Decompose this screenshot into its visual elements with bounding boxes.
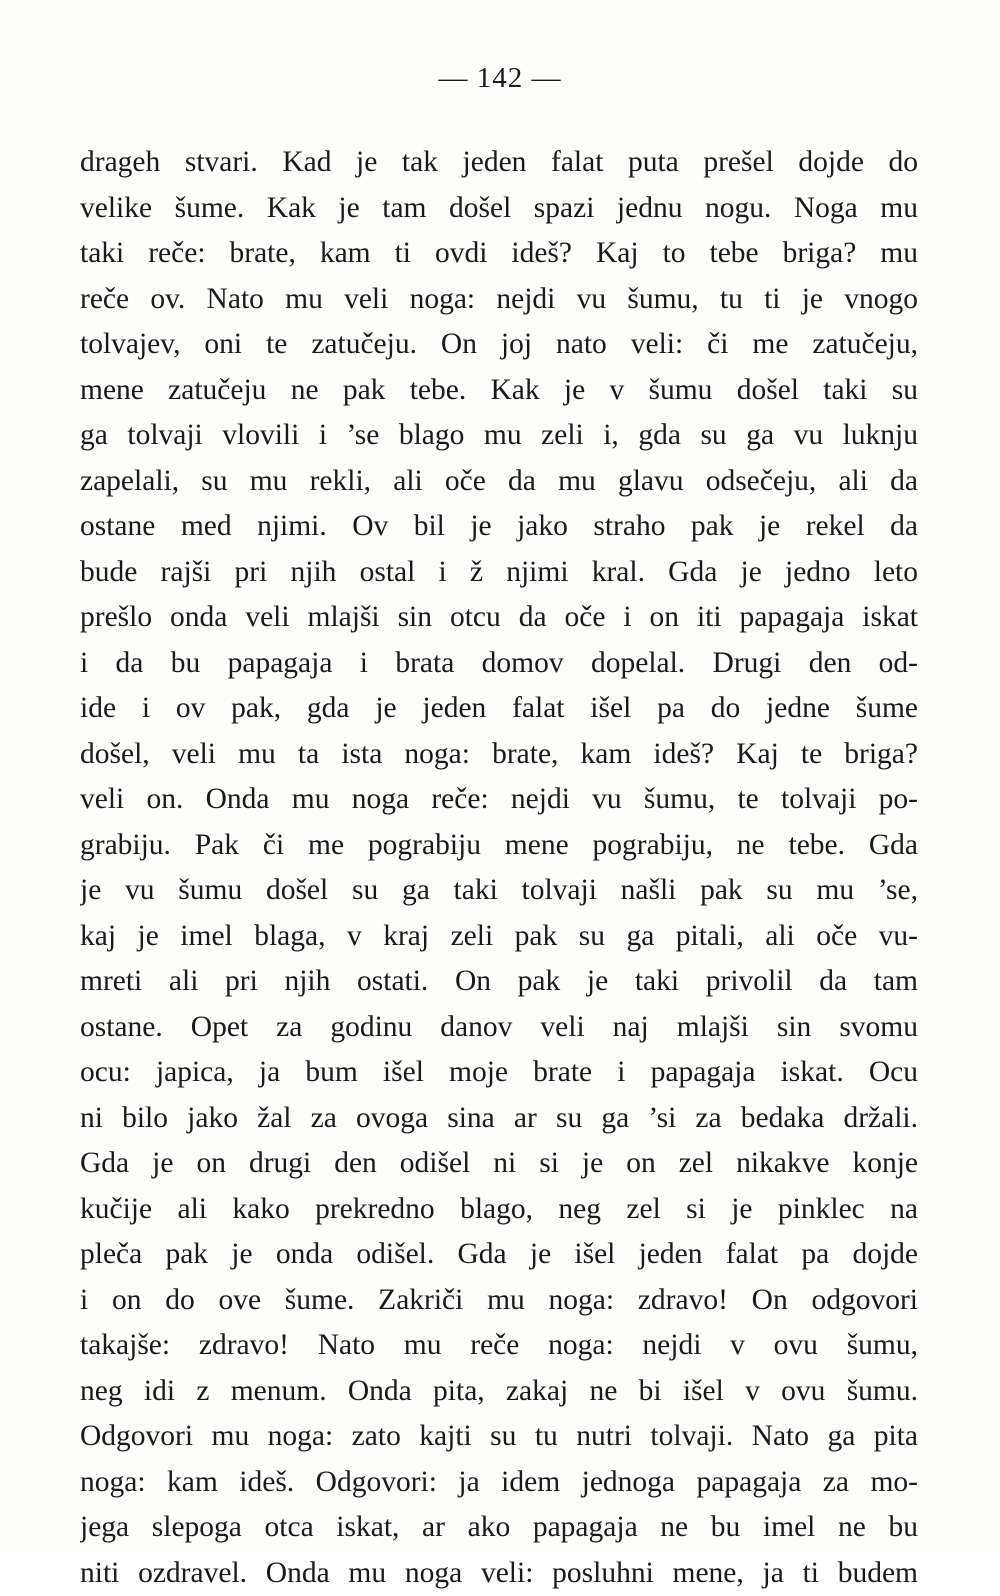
text-line: neg idi z menum. Onda pita, zakaj ne bi išel v ovu šumu.: [80, 1369, 918, 1415]
text-line: ostane. Opet za godinu danov veli naj mlajši sin svomu: [80, 1005, 918, 1051]
text-line: taki reče: brate, kam ti ovdi ideš? Kaj to tebe briga? mu: [80, 231, 918, 277]
text-line: grabiju. Pak či me pograbiju mene pograbiju, ne tebe. Gda: [80, 823, 918, 869]
text-line: kaj je imel blaga, v kraj zeli pak su ga pitali, ali oče vu-: [80, 914, 918, 960]
text-line: tolvajev, oni te zatučeju. On joj nato veli: či me zatučeju,: [80, 322, 918, 368]
page-number: — 142 —: [0, 62, 1000, 95]
text-line: takajše: zdravo! Nato mu reče noga: nejdi v ovu šumu,: [80, 1323, 918, 1369]
text-line: velike šume. Kak je tam došel spazi jednu nogu. Noga mu: [80, 186, 918, 232]
text-line: ostane med njimi. Ov bil je jako straho pak je rekel da: [80, 504, 918, 550]
text-line: ni bilo jako žal za ovoga sina ar su ga ’si za bedaka držali.: [80, 1096, 918, 1142]
text-line: pleča pak je onda odišel. Gda je išel jeden falat pa dojde: [80, 1232, 918, 1278]
text-line: mreti ali pri njih ostati. On pak je taki privolil da tam: [80, 959, 918, 1005]
text-line: je vu šumu došel su ga taki tolvaji našli pak su mu ’se,: [80, 868, 918, 914]
text-line: bude rajši pri njih ostal i ž njimi kral. Gda je jedno leto: [80, 550, 918, 596]
text-line: ide i ov pak, gda je jeden falat išel pa do jedne šume: [80, 686, 918, 732]
text-line: i da bu papagaja i brata domov dopelal. Drugi den od-: [80, 641, 918, 687]
text-line: jega slepoga otca iskat, ar ako papagaja ne bu imel ne bu: [80, 1505, 918, 1551]
text-line: ocu: japica, ja bum išel moje brate i papagaja iskat. Ocu: [80, 1050, 918, 1096]
text-line: noga: kam ideš. Odgovori: ja idem jednoga papagaja za mo-: [80, 1460, 918, 1506]
text-line: prešlo onda veli mlajši sin otcu da oče i on iti papagaja iskat: [80, 595, 918, 641]
text-line: došel, veli mu ta ista noga: brate, kam ideš? Kaj te briga?: [80, 732, 918, 778]
text-line: ga tolvaji vlovili i ’se blago mu zeli i, gda su ga vu luknju: [80, 413, 918, 459]
text-line: zapelali, su mu rekli, ali oče da mu glavu odsečeju, ali da: [80, 459, 918, 505]
text-line: drageh stvari. Kad je tak jeden falat puta prešel dojde do: [80, 140, 918, 186]
text-line: veli on. Onda mu noga reče: nejdi vu šumu, te tolvaji po-: [80, 777, 918, 823]
body-text: [80, 140, 918, 1596]
text-line: i on do ove šume. Zakriči mu noga: zdravo! On odgovori: [80, 1278, 918, 1324]
text-line: mene zatučeju ne pak tebe. Kak je v šumu došel taki su: [80, 368, 918, 414]
text-line: reče ov. Nato mu veli noga: nejdi vu šumu, tu ti je vnogo: [80, 277, 918, 323]
text-line: kučije ali kako prekredno blago, neg zel si je pinklec na: [80, 1187, 918, 1233]
text-line: Odgovori mu noga: zato kajti su tu nutri tolvaji. Nato ga pita: [80, 1414, 918, 1460]
text-line: Gda je on drugi den odišel ni si je on zel nikakve konje: [80, 1141, 918, 1187]
text-line: niti ozdravel. Onda mu noga veli: posluhni mene, ja ti budem: [80, 1551, 918, 1596]
